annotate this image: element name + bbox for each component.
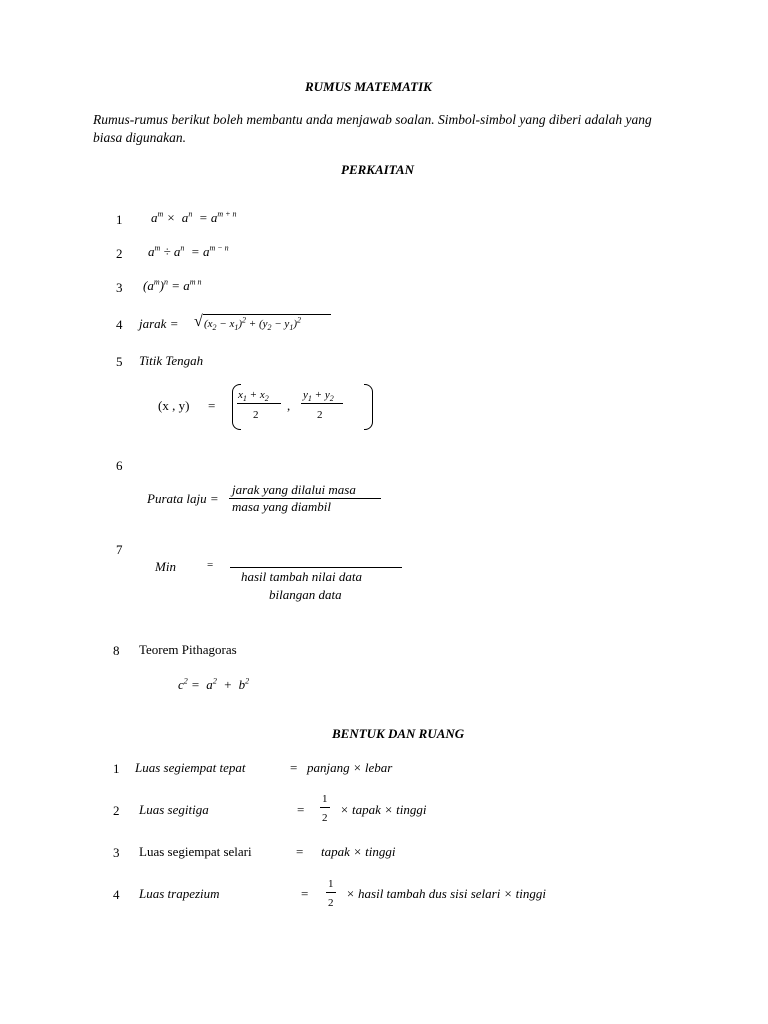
- eq-sign: =: [301, 886, 309, 901]
- midpoint-y-bar: [301, 403, 343, 404]
- item-number: 7: [116, 542, 123, 557]
- midpoint-lhs: (x , y): [158, 398, 190, 413]
- midpoint-x-den: 2: [253, 409, 259, 421]
- half-num: 1: [328, 878, 334, 890]
- half-bar: [326, 892, 336, 893]
- half-den: 2: [322, 812, 328, 824]
- eq-sign: =: [297, 802, 305, 817]
- luas-segitiga-rhs: × tapak × tinggi: [340, 802, 427, 817]
- eq-sign: =: [290, 760, 298, 775]
- section-heading-perkaitan: PERKAITAN: [341, 162, 414, 177]
- item-number: 8: [113, 643, 120, 658]
- item-number: 5: [116, 354, 123, 369]
- min-denominator: bilangan data: [269, 587, 342, 602]
- luas-trapezium-label: Luas trapezium: [139, 886, 220, 901]
- luas-segitiga-label: Luas segitiga: [139, 802, 209, 817]
- purata-laju-numerator: jarak yang dilalui masa: [232, 482, 356, 497]
- item-number: 6: [116, 458, 123, 473]
- item-number: 1: [113, 761, 120, 776]
- midpoint-y-den: 2: [317, 409, 323, 421]
- min-label: Min: [155, 559, 176, 574]
- midpoint-eq: =: [208, 398, 216, 413]
- jarak-label: jarak =: [139, 316, 179, 331]
- half-den: 2: [328, 897, 334, 909]
- min-eq: =: [207, 559, 214, 571]
- item-number: 4: [113, 887, 120, 902]
- half-num: 1: [322, 793, 328, 805]
- item-number: 3: [113, 845, 120, 860]
- luas-segiempat-tepat-rhs: panjang × lebar: [307, 760, 393, 775]
- min-bar: [230, 567, 402, 568]
- right-bracket: [364, 384, 373, 430]
- formula-1: $a^m \times a^n = a^{m + n}$: [151, 209, 237, 225]
- titik-tengah-label: Titik Tengah: [139, 353, 204, 368]
- distance-radicand: $(x_2 - x_1)^2 + (y_2 - y_1)^2$: [204, 315, 301, 333]
- teorem-label: Teorem Pithagoras: [139, 642, 237, 657]
- section-heading-bentuk: BENTUK DAN RUANG: [332, 726, 465, 741]
- item-number: 2: [113, 803, 120, 818]
- sqrt-bar: [203, 314, 331, 315]
- formula-3: $(a^m)^n = a^{m n}$: [143, 277, 202, 293]
- luas-trapezium-rhs: × hasil tambah dus sisi selari × tinggi: [346, 886, 546, 901]
- sqrt-symbol: √: [194, 313, 203, 330]
- item-number: 2: [116, 246, 123, 261]
- formula-2: $a^m \div a^n = a^{m - n}$: [148, 243, 229, 259]
- luas-segiempat-tepat-label: Luas segiempat tepat: [135, 760, 246, 775]
- midpoint-x-bar: [237, 403, 281, 404]
- pythagoras-formula: $c^2 = a^2 + b^2$: [178, 676, 250, 692]
- half-bar: [320, 807, 330, 808]
- purata-laju-label: Purata laju =: [147, 491, 219, 506]
- midpoint-y-num: $y_1 + y_2$: [303, 389, 334, 404]
- midpoint-x-num: $x_1 + x_2$: [238, 389, 269, 404]
- page-title: RUMUS MATEMATIK: [305, 79, 432, 94]
- item-number: 4: [116, 317, 123, 332]
- purata-laju-denominator: masa yang diambil: [232, 499, 331, 514]
- intro-paragraph: Rumus-rumus berikut boleh membantu anda menjawab soalan. Simbol-simbol yang diberi adalah yang biasa digunakan.: [93, 112, 652, 145]
- min-numerator: hasil tambah nilai data: [241, 569, 362, 584]
- luas-segiempat-selari-label: Luas segiempat selari: [139, 844, 252, 859]
- item-number: 1: [116, 212, 123, 227]
- eq-sign: =: [296, 844, 304, 859]
- midpoint-comma: ,: [287, 398, 291, 413]
- luas-segiempat-selari-rhs: tapak × tinggi: [321, 844, 396, 859]
- item-number: 3: [116, 280, 123, 295]
